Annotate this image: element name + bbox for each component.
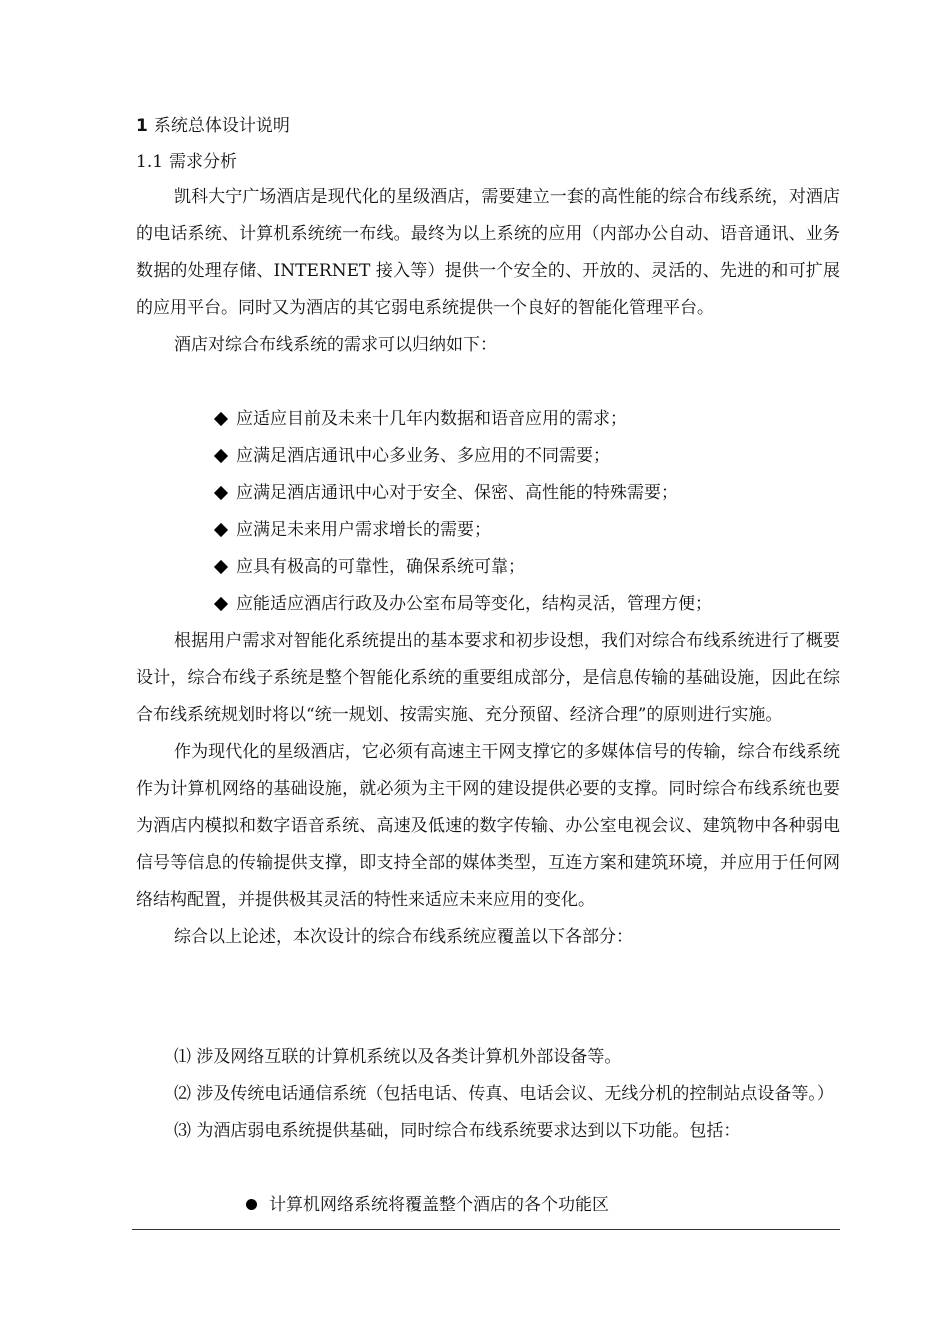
- subsection-title: 需求分析: [169, 152, 238, 172]
- section-heading: [136, 114, 290, 138]
- paragraph: 凯科大宁广场酒店是现代化的星级酒店，需要建立一套的高性能的综合布线系统，对酒店的电话系统、计算机系统统一布线。最终为以上系统的应用（内部办公自动、语音通讯、业务数据的处理存储、INTERNET 接入等）提供一个安全的、开放的、灵活的、先进的和可扩展的应用平台。同时又为酒店的其它弱电系统提供一个良好的智能化管理平台。: [136, 187, 840, 318]
- paragraph: 作为现代化的星级酒店，它必须有高速主干网支撑它的多媒体信号的传输，综合布线系统作为计算机网络的基础设施，就必须为主干网的建设提供必要的支撑。同时综合布线系统也要为酒店内模拟和数字语音系统、高速及低速的数字传输、办公室电视会议、建筑物中各种弱电信号等信息的传输提供支撑，即支持全部的媒体类型，互连方案和建筑环境，并应用于任何网络结构配置，并提供极其灵活的特性来适应未来应用的变化。: [136, 742, 840, 910]
- subsection-heading: [136, 150, 237, 174]
- list-item: 应适应目前及未来十几年内数据和语音应用的需求；: [214, 401, 712, 438]
- subsection-number: 1.1: [136, 152, 164, 172]
- footer-divider: [132, 1229, 840, 1230]
- numbered-item: ⑵ 涉及传统电话通信系统（包括电话、传真、电话会议、无线分机的控制站点设备等。）: [174, 1084, 834, 1104]
- list-item: 应能适应酒店行政及办公室布局等变化，结构灵活，管理方便；: [214, 586, 712, 623]
- round-bullet-icon: [246, 1199, 257, 1210]
- diamond-bullet-icon: [214, 596, 228, 610]
- paragraph: 酒店对综合布线系统的需求可以归纳如下：: [174, 335, 497, 355]
- list-item: 应满足酒店通讯中心多业务、多应用的不同需要；: [214, 438, 712, 475]
- paragraph: 综合以上论述，本次设计的综合布线系统应覆盖以下各部分：: [174, 927, 633, 947]
- diamond-bullet-icon: [214, 559, 228, 573]
- diamond-bullet-icon: [214, 522, 228, 536]
- bullet-item: 计算机网络系统将覆盖整个酒店的各个功能区: [246, 1187, 609, 1224]
- body-block: [136, 623, 840, 956]
- diamond-bullet-icon: [214, 485, 228, 499]
- list-item: 应具有极高的可靠性，确保系统可靠；: [214, 549, 712, 586]
- paragraph: 根据用户需求对智能化系统提出的基本要求和初步设想，我们对综合布线系统进行了概要设计，综合布线子系统是整个智能化系统的重要组成部分，是信息传输的基础设施，因此在综合布线系统规划时将以“统一规划、按需实施、充分预留、经济合理”的原则进行实施。: [136, 631, 840, 725]
- list-item: 应满足酒店通讯中心对于安全、保密、高性能的特殊需要；: [214, 475, 712, 512]
- diamond-bullet-icon: [214, 411, 228, 425]
- list-item: 应满足未来用户需求增长的需要；: [214, 512, 712, 549]
- numbered-item: ⑴ 涉及网络互联的计算机系统以及各类计算机外部设备等。: [174, 1047, 622, 1067]
- numbered-list: [174, 1039, 840, 1150]
- intro-block: [136, 179, 840, 364]
- diamond-bullet-icon: [214, 448, 228, 462]
- numbered-item: ⑶ 为酒店弱电系统提供基础，同时综合布线系统要求达到以下功能。包括：: [174, 1121, 741, 1141]
- requirements-list: [214, 401, 712, 623]
- section-number: 1: [136, 116, 148, 136]
- section-title: 系统总体设计说明: [153, 116, 290, 136]
